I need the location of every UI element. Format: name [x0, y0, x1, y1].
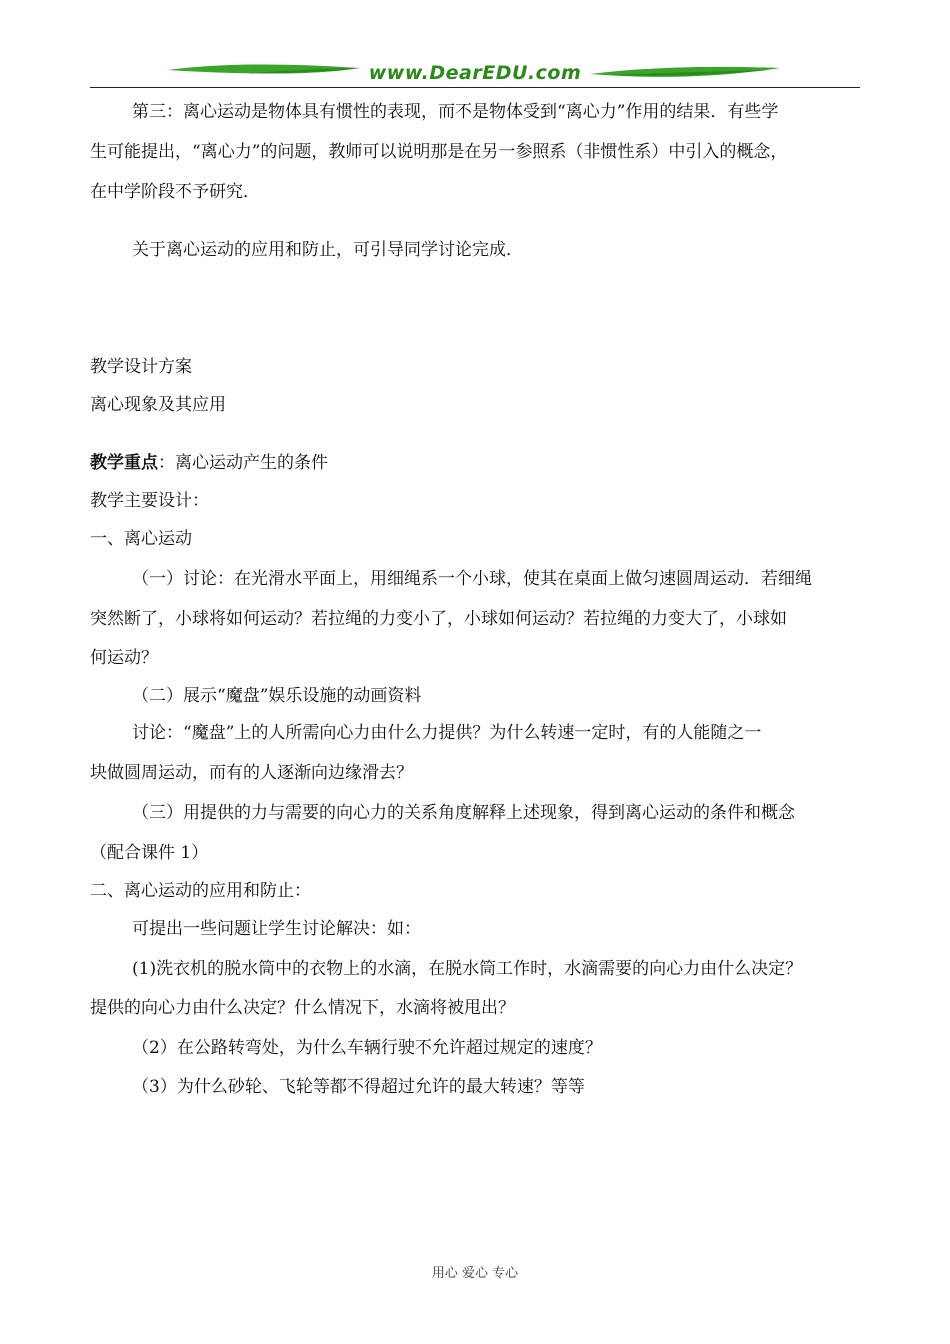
paragraph-line: （3）为什么砂轮、飞轮等都不得超过允许的最大转速？等等 [132, 1077, 585, 1097]
teaching-focus [90, 453, 328, 473]
site-header [90, 56, 860, 90]
paragraph-line: 在中学阶段不予研究． [90, 182, 260, 202]
paragraph-line: 何运动？ [90, 648, 158, 668]
paragraph-line: 第三：离心运动是物体具有惯性的表现，而不是物体受到“离心力”作用的结果．有些学 [132, 102, 779, 122]
paragraph-line: （一）讨论：在光滑水平面上，用细绳系一个小球，使其在桌面上做匀速圆周运动．若细绳 [132, 569, 812, 589]
paragraph-line: 突然断了，小球将如何运动？若拉绳的力变小了，小球如何运动？若拉绳的力变大了，小球如 [90, 609, 787, 629]
header-divider [90, 87, 860, 88]
paragraph-line: 讨论：“魔盘”上的人所需向心力由什么力提供？为什么转速一定时，有的人能随之一 [132, 723, 762, 743]
main-design-heading: 教学主要设计： [90, 491, 209, 511]
paragraph-line: （配合课件 1） [90, 843, 209, 863]
paragraph-line: 生可能提出，“离心力”的问题，教师可以说明那是在另一参照系（非惯性系）中引入的概念， [90, 142, 788, 162]
paragraph-line: （三）用提供的力与需要的向心力的关系角度解释上述现象，得到离心运动的条件和概念 [132, 803, 795, 823]
paragraph-line: （2）在公路转弯处，为什么车辆行驶不允许超过规定的速度？ [132, 1038, 602, 1058]
focus-text: ：离心运动产生的条件 [158, 453, 328, 473]
design-title: 教学设计方案 [90, 357, 192, 377]
page-footer: 用心 爱心 专心 [431, 1266, 519, 1281]
section-heading: 二、离心运动的应用和防止： [90, 881, 311, 901]
site-url: www.DearEDU.com [368, 62, 582, 84]
paragraph-line: 关于离心运动的应用和防止，可引导同学讨论完成． [132, 240, 523, 260]
design-subtitle: 离心现象及其应用 [90, 395, 226, 415]
section-heading: 一、离心运动 [90, 529, 192, 549]
paragraph-line: 块做圆周运动，而有的人逐渐向边缘滑去？ [90, 763, 413, 783]
paragraph-line: （二）展示“魔盘”娱乐设施的动画资料 [132, 686, 422, 706]
paragraph-line: 提供的向心力由什么决定？什么情况下，水滴将被甩出？ [90, 998, 515, 1018]
paragraph-line: (1)洗衣机的脱水筒中的衣物上的水滴，在脱水筒工作时，水滴需要的向心力由什么决定？ [132, 959, 803, 979]
focus-label: 教学重点 [90, 453, 158, 473]
paragraph-line: 可提出一些问题让学生讨论解决：如： [132, 919, 421, 939]
